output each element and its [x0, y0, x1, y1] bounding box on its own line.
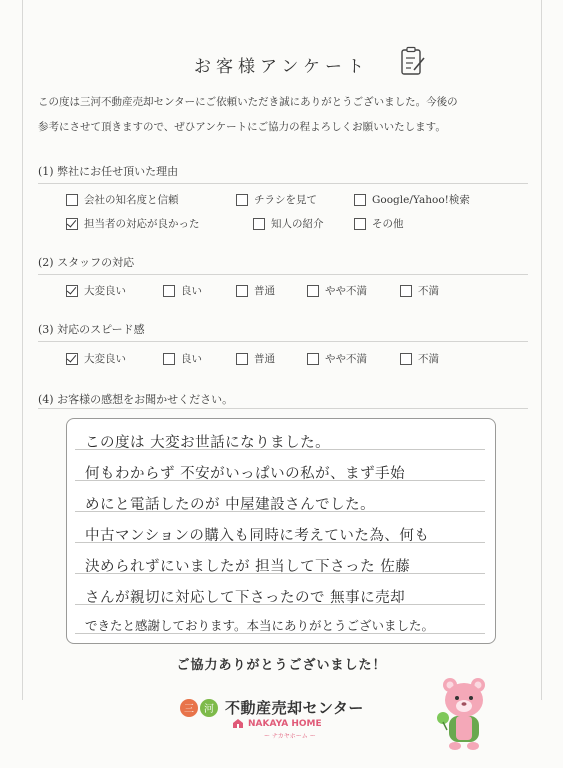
- q2-option-label: 普通: [254, 285, 275, 297]
- q3-checkbox-4[interactable]: [400, 353, 412, 365]
- q3-option-label: 大変良い: [84, 353, 126, 365]
- q1-rule: [38, 183, 528, 184]
- q4-heading: (4) お客様の感想をお聞かせください。: [38, 393, 234, 406]
- q1-option[interactable]: [66, 192, 179, 207]
- q1-heading: (1) 弊社にお任せ頂いた理由: [38, 165, 179, 178]
- comment-line-5: 決められずにいましたが 担当して下さった 佐藤: [85, 559, 411, 575]
- q2-checkbox-3[interactable]: [307, 285, 319, 297]
- intro-line-1: この度は三河不動産売却センターにご依頼いただき誠にありがとうございました。今後の: [38, 96, 458, 108]
- q1-option[interactable]: [354, 216, 404, 231]
- clipboard-icon: [400, 46, 426, 76]
- q3-rule: [38, 341, 528, 342]
- q1-checkbox-4[interactable]: [253, 218, 265, 230]
- thanks-message: ご協力ありがとうございました！: [176, 658, 387, 673]
- comment-line-7: できたと感謝しております。本当にありがとうございました。: [85, 618, 435, 633]
- bear-mascot: [435, 672, 493, 752]
- q2-checkbox-0[interactable]: [66, 285, 78, 297]
- q1-option-label: その他: [372, 218, 404, 230]
- q2-option-label: 良い: [181, 285, 202, 297]
- q1-option-label: 会社の知名度と信頼: [84, 194, 179, 206]
- q3-option-label: 普通: [254, 353, 275, 365]
- q3-option[interactable]: [400, 351, 439, 366]
- q1-checkbox-0[interactable]: [66, 194, 78, 206]
- q2-option[interactable]: [66, 283, 126, 298]
- q2-heading: (2) スタッフの対応: [38, 256, 135, 269]
- q3-option-label: やや不満: [325, 353, 367, 365]
- q1-option-label: チラシを見て: [254, 194, 317, 206]
- q2-checkbox-1[interactable]: [163, 285, 175, 297]
- q3-option[interactable]: [163, 351, 202, 366]
- q3-option[interactable]: [66, 351, 126, 366]
- q1-option[interactable]: [354, 192, 470, 207]
- q2-option[interactable]: [400, 283, 439, 298]
- q1-option-label: Google/Yahoo!検索: [372, 194, 470, 206]
- q2-option[interactable]: [307, 283, 367, 298]
- right-border: [541, 0, 542, 700]
- q3-checkbox-0[interactable]: [66, 353, 78, 365]
- left-border: [22, 0, 23, 700]
- q1-checkbox-1[interactable]: [236, 194, 248, 206]
- comment-line-4: 中古マンションの購入も同時に考えていた為、何も: [85, 528, 430, 544]
- page-title: お客様アンケート: [194, 57, 369, 77]
- logo-mark-1: 三: [180, 699, 198, 717]
- q1-checkbox-2[interactable]: [354, 194, 366, 206]
- q2-checkbox-4[interactable]: [400, 285, 412, 297]
- house-icon: [232, 718, 244, 729]
- q2-option-label: 不満: [418, 285, 439, 297]
- q1-option-label: 知人の紹介: [271, 218, 324, 230]
- q3-checkbox-1[interactable]: [163, 353, 175, 365]
- comment-area[interactable]: [66, 418, 496, 644]
- q3-checkbox-3[interactable]: [307, 353, 319, 365]
- logo-mark-2: 河: [200, 699, 218, 717]
- sub-logo: [232, 718, 322, 729]
- q1-option[interactable]: [253, 216, 324, 231]
- q2-option-label: 大変良い: [84, 285, 126, 297]
- q2-rule: [38, 274, 528, 275]
- q3-option-label: 良い: [181, 353, 202, 365]
- q1-option[interactable]: [66, 216, 200, 231]
- q3-option[interactable]: [236, 351, 275, 366]
- q2-option-label: やや不満: [325, 285, 367, 297]
- company-logo: [180, 697, 364, 718]
- logo-name: 不動産売却センター: [225, 699, 364, 717]
- sub-logo-text: NAKAYA HOME: [248, 718, 322, 729]
- comment-line-6: さんが親切に対応して下さったので 無事に売却: [85, 590, 406, 606]
- comment-line-2: 何もわからず 不安がいっぱいの私が、まず手始: [85, 466, 406, 482]
- q1-checkbox-5[interactable]: [354, 218, 366, 230]
- q3-option-label: 不満: [418, 353, 439, 365]
- q1-checkbox-3[interactable]: [66, 218, 78, 230]
- q2-checkbox-2[interactable]: [236, 285, 248, 297]
- q1-option-label: 担当者の対応が良かった: [84, 218, 200, 230]
- q4-rule: [38, 408, 528, 409]
- comment-line-3: めにと電話したのが 中屋建設さんでした。: [85, 497, 376, 513]
- sub-logo-kana: ー ナカヤホーム ー: [264, 733, 316, 740]
- q3-checkbox-2[interactable]: [236, 353, 248, 365]
- intro-line-2: 参考にさせて頂きますので、ぜひアンケートにご協力の程よろしくお願いいたします。: [38, 121, 446, 133]
- intro-text: [38, 90, 528, 140]
- q3-heading: (3) 対応のスピード感: [38, 323, 145, 336]
- q3-option[interactable]: [307, 351, 367, 366]
- q2-option[interactable]: [236, 283, 275, 298]
- comment-line-1: この度は 大変お世話になりました。: [85, 435, 331, 451]
- q1-option[interactable]: [236, 192, 317, 207]
- q2-option[interactable]: [163, 283, 202, 298]
